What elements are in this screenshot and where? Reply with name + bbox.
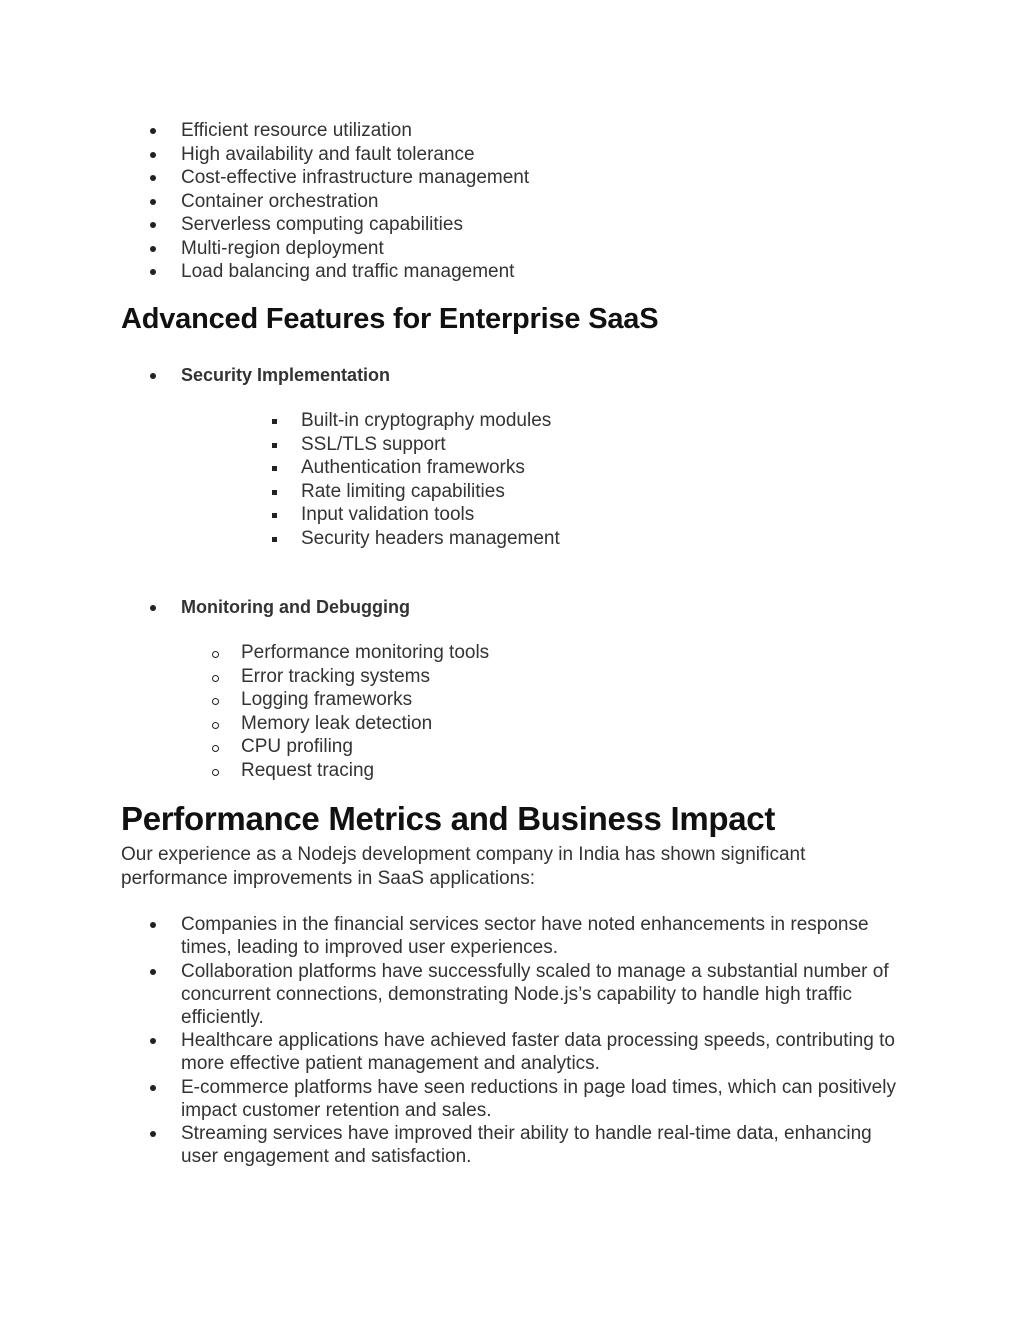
list-item xyxy=(121,166,941,190)
list-item-text: Cost-effective infrastructure management xyxy=(181,167,530,188)
list-item xyxy=(121,1029,901,1075)
list-item-text: Performance monitoring tools xyxy=(241,642,490,663)
list-item-text: CPU profiling xyxy=(241,736,353,757)
list-item-text: Security headers management xyxy=(301,527,560,549)
list-item-text: Input validation tools xyxy=(301,504,475,525)
disc-bullet-icon xyxy=(150,199,156,205)
monitoring-title-text: Monitoring and Debugging xyxy=(181,597,410,617)
list-item-text: Request tracing xyxy=(241,759,375,781)
list-item-text: Memory leak detection xyxy=(241,712,433,734)
impact-list xyxy=(121,913,901,1169)
disc-bullet-icon xyxy=(150,373,156,379)
security-title-text: Security Implementation xyxy=(181,365,391,385)
list-item xyxy=(121,913,901,959)
list-item xyxy=(121,960,901,1029)
list-item xyxy=(181,712,781,736)
disc-bullet-icon xyxy=(150,128,156,134)
list-item xyxy=(121,190,941,214)
security-section-title xyxy=(121,363,1001,387)
list-item-text: E-commerce platforms have seen reductions in page load times, which can positively impact customer retention and sales. xyxy=(181,1076,896,1121)
list-item-text: Companies in the financial services sector have noted enhancements in response times, leading to improved user experiences. xyxy=(181,914,869,958)
list-item xyxy=(241,527,841,551)
list-item xyxy=(241,456,841,480)
list-item xyxy=(121,143,941,167)
list-item-text: Rate limiting capabilities xyxy=(301,480,505,502)
circle-bullet-icon xyxy=(212,651,219,658)
list-item xyxy=(121,260,941,284)
circle-bullet-icon xyxy=(212,745,219,752)
disc-bullet-icon xyxy=(150,269,156,275)
list-item-text: Healthcare applications have achieved faster data processing speeds, contributing to more effective patient management and analytics. xyxy=(181,1030,895,1074)
list-item-text: Logging frameworks xyxy=(241,689,413,710)
list-item xyxy=(121,1122,901,1168)
square-bullet-icon xyxy=(272,490,277,495)
list-item xyxy=(181,665,781,689)
list-item xyxy=(241,433,841,457)
benefits-list xyxy=(121,119,941,284)
list-item xyxy=(181,735,781,759)
disc-bullet-icon xyxy=(150,922,156,928)
list-item xyxy=(241,480,841,504)
circle-bullet-icon xyxy=(212,769,219,776)
list-item xyxy=(121,213,941,237)
disc-bullet-icon xyxy=(150,175,156,181)
disc-bullet-icon xyxy=(150,152,156,158)
disc-bullet-icon xyxy=(150,605,156,611)
performance-intro-paragraph: Our experience as a Nodejs development company in India has shown significant performance improvements in SaaS applications: xyxy=(121,844,806,889)
list-item-text: Authentication frameworks xyxy=(301,457,525,478)
disc-bullet-icon xyxy=(150,969,156,975)
list-item xyxy=(121,237,941,261)
square-bullet-icon xyxy=(272,443,277,448)
disc-bullet-icon xyxy=(150,222,156,228)
list-item-text: Multi-region deployment xyxy=(181,237,384,259)
list-item-text: Error tracking systems xyxy=(241,665,430,687)
list-item xyxy=(241,503,841,527)
circle-bullet-icon xyxy=(212,722,219,729)
disc-bullet-icon xyxy=(150,1131,156,1137)
list-item-text: Streaming services have improved their ability to handle real-time data, enhancing user engagement and satisfaction. xyxy=(181,1123,872,1167)
list-item xyxy=(181,688,781,712)
disc-bullet-icon xyxy=(150,1085,156,1091)
list-item xyxy=(181,641,781,665)
list-item xyxy=(181,759,781,783)
square-bullet-icon xyxy=(272,513,277,518)
list-item xyxy=(121,119,941,143)
monitoring-list xyxy=(181,641,781,782)
disc-bullet-icon xyxy=(150,246,156,252)
circle-bullet-icon xyxy=(212,675,219,682)
list-item-text: Container orchestration xyxy=(181,190,379,212)
list-item-text: SSL/TLS support xyxy=(301,433,446,455)
circle-bullet-icon xyxy=(212,698,219,705)
list-item-text: Serverless computing capabilities xyxy=(181,214,463,235)
square-bullet-icon xyxy=(272,466,277,471)
performance-metrics-heading: Performance Metrics and Business Impact xyxy=(121,800,776,837)
list-item-text: Efficient resource utilization xyxy=(181,120,412,141)
disc-bullet-icon xyxy=(150,1038,156,1044)
list-item-text: Built-in cryptography modules xyxy=(301,410,552,431)
square-bullet-icon xyxy=(272,419,277,424)
list-item-text: Load balancing and traffic management xyxy=(181,261,515,282)
square-bullet-icon xyxy=(272,537,277,542)
list-item-text: Collaboration platforms have successfully scaled to manage a substantial number of concurrent connections, demonstrating Node.js’s capability to handle high traffic efficiently. xyxy=(181,960,889,1028)
list-item xyxy=(241,409,841,433)
list-item-text: High availability and fault tolerance xyxy=(181,143,475,165)
monitoring-section-title xyxy=(121,595,1001,619)
advanced-features-heading: Advanced Features for Enterprise SaaS xyxy=(121,303,659,335)
list-item xyxy=(121,1076,901,1122)
security-list xyxy=(241,409,841,550)
